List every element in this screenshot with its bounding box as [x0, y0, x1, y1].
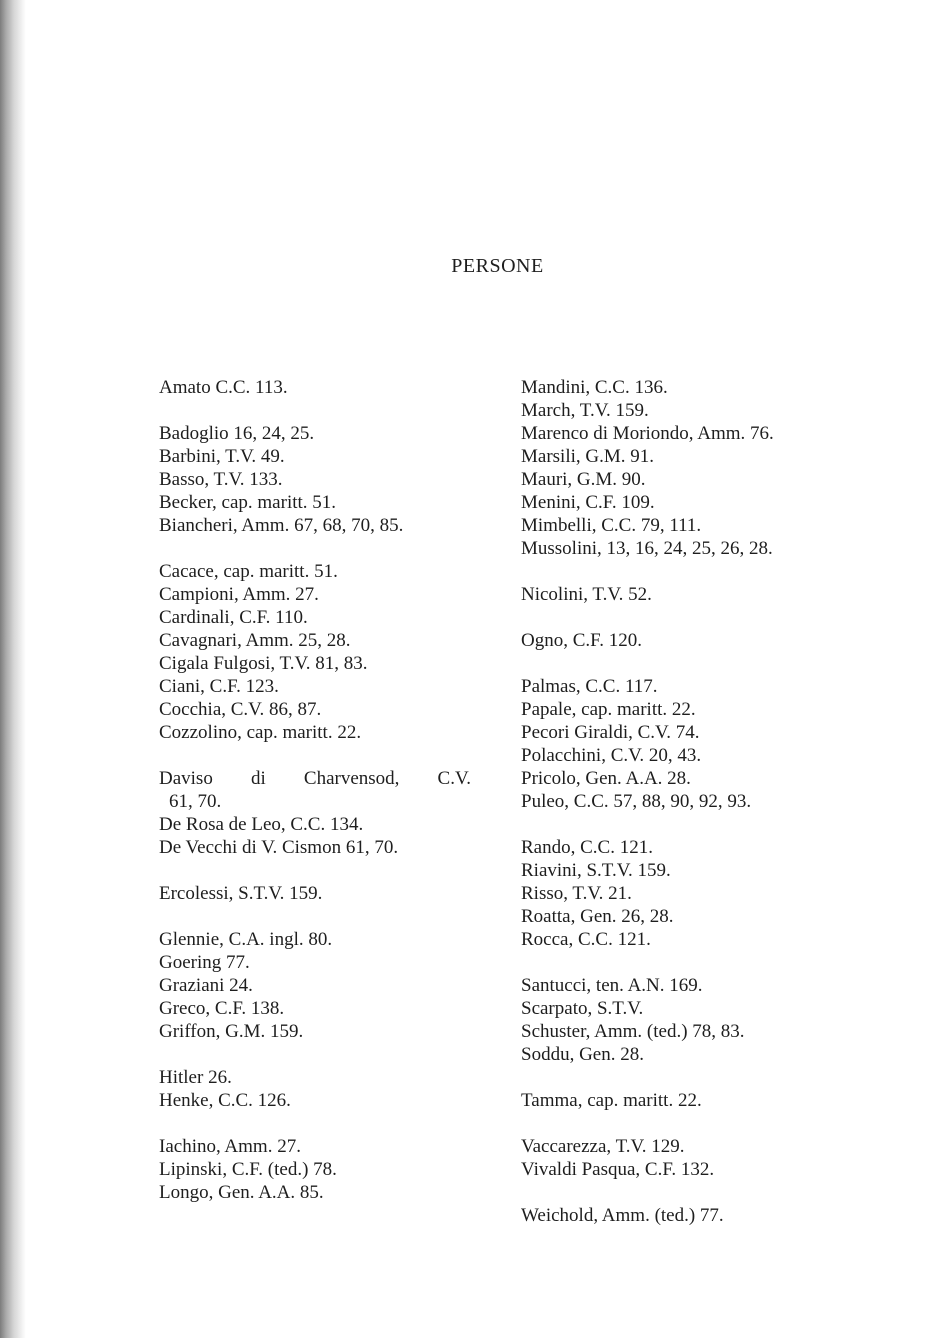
- index-entry: Ogno, C.F. 120.: [521, 630, 642, 651]
- index-entry: Weichold, Amm. (ted.) 77.: [521, 1205, 724, 1226]
- index-entry: Greco, C.F. 138.: [159, 998, 285, 1019]
- index-entry: Pricolo, Gen. A.A. 28.: [521, 768, 691, 789]
- index-entry: Marsili, G.M. 91.: [521, 446, 654, 467]
- index-entry: Schuster, Amm. (ted.) 78, 83.: [521, 1021, 745, 1042]
- index-entry: Cardinali, C.F. 110.: [159, 607, 308, 628]
- index-entry: Campioni, Amm. 27.: [159, 584, 319, 605]
- index-group-h: [159, 1066, 471, 1112]
- index-entry: Mauri, G.M. 90.: [521, 469, 646, 490]
- index-entry-continuation: 61, 70.: [169, 791, 222, 812]
- index-entry: Menini, C.F. 109.: [521, 492, 655, 513]
- index-entry: Palmas, C.C. 117.: [521, 676, 658, 697]
- index-entry: Goering 77.: [159, 952, 250, 973]
- index-group-s: [521, 974, 841, 1066]
- index-group-g: [159, 928, 471, 1043]
- index-group-p: [521, 675, 841, 813]
- index-entry: Barbini, T.V. 49.: [159, 446, 285, 467]
- index-entry: Pecori Giraldi, C.V. 74.: [521, 722, 700, 743]
- index-entry: Henke, C.C. 126.: [159, 1090, 291, 1111]
- index-group-v: [521, 1135, 841, 1181]
- index-group-m: [521, 376, 841, 560]
- index-entry: Puleo, C.C. 57, 88, 90, 92, 93.: [521, 791, 752, 812]
- index-entry: Ciani, C.F. 123.: [159, 676, 279, 697]
- index-entry: Risso, T.V. 21.: [521, 883, 632, 904]
- index-entry: Lipinski, C.F. (ted.) 78.: [159, 1159, 337, 1180]
- index-entry: Papale, cap. maritt. 22.: [521, 699, 696, 720]
- index-group-o: [521, 629, 841, 652]
- index-entry: Vaccarezza, T.V. 129.: [521, 1136, 685, 1157]
- index-group-c: [159, 560, 471, 744]
- index-entry: Becker, cap. maritt. 51.: [159, 492, 337, 513]
- index-entry: Griffon, G.M. 159.: [159, 1021, 304, 1042]
- index-entry: March, T.V. 159.: [521, 400, 649, 421]
- index-group-t: [521, 1089, 841, 1112]
- index-group-d: [159, 767, 471, 859]
- index-entry: Riavini, S.T.V. 159.: [521, 860, 671, 881]
- index-entry: Cozzolino, cap. maritt. 22.: [159, 722, 362, 743]
- index-entry: Hitler 26.: [159, 1067, 232, 1088]
- index-entry: Roatta, Gen. 26, 28.: [521, 906, 674, 927]
- index-entry: Longo, Gen. A.A. 85.: [159, 1182, 324, 1203]
- index-entry: Cavagnari, Amm. 25, 28.: [159, 630, 351, 651]
- index-entry: Iachino, Amm. 27.: [159, 1136, 301, 1157]
- index-entry: De Rosa de Leo, C.C. 134.: [159, 814, 364, 835]
- page-binding-shadow: [0, 0, 26, 1338]
- index-column-left: [159, 376, 471, 1227]
- index-entry: Ercolessi, S.T.V. 159.: [159, 883, 323, 904]
- index-group-b: [159, 422, 471, 537]
- index-group-w: [521, 1204, 841, 1227]
- index-entry: Cocchia, C.V. 86, 87.: [159, 699, 322, 720]
- index-entry: Mimbelli, C.C. 79, 111.: [521, 515, 702, 536]
- index-entry: Daviso di Charvensod, C.V.: [159, 768, 471, 789]
- index-entry: Vivaldi Pasqua, C.F. 132.: [521, 1159, 715, 1180]
- index-entry: Scarpato, S.T.V.: [521, 998, 644, 1019]
- index-group-a: [159, 376, 471, 399]
- index-entry: Glennie, C.A. ingl. 80.: [159, 929, 333, 950]
- index-entry: Tamma, cap. maritt. 22.: [521, 1090, 702, 1111]
- index-group-n: [521, 583, 841, 606]
- index-entry: Cigala Fulgosi, T.V. 81, 83.: [159, 653, 368, 674]
- index-entry: Rocca, C.C. 121.: [521, 929, 651, 950]
- index-group-i-l: [159, 1135, 471, 1204]
- index-entry: Rando, C.C. 121.: [521, 837, 653, 858]
- index-entry: Nicolini, T.V. 52.: [521, 584, 652, 605]
- index-entry: Graziani 24.: [159, 975, 253, 996]
- index-entry: Polacchini, C.V. 20, 43.: [521, 745, 702, 766]
- index-entry: Cacace, cap. maritt. 51.: [159, 561, 338, 582]
- index-entry: Marenco di Moriondo, Amm. 76.: [521, 423, 774, 444]
- index-entry: De Vecchi di V. Cismon 61, 70.: [159, 837, 399, 858]
- index-entry: Badoglio 16, 24, 25.: [159, 423, 315, 444]
- index-entry: Santucci, ten. A.N. 169.: [521, 975, 703, 996]
- index-entry: Biancheri, Amm. 67, 68, 70, 85.: [159, 515, 404, 536]
- index-entry: Basso, T.V. 133.: [159, 469, 283, 490]
- index-entry: Soddu, Gen. 28.: [521, 1044, 644, 1065]
- index-entry: Mussolini, 13, 16, 24, 25, 26, 28.: [521, 538, 773, 559]
- index-entry: Amato C.C. 113.: [159, 377, 288, 398]
- index-entry: Mandini, C.C. 136.: [521, 377, 668, 398]
- index-column-right: [521, 376, 841, 1250]
- index-group-e: [159, 882, 471, 905]
- page-title: PERSONE: [451, 255, 544, 277]
- index-group-r: [521, 836, 841, 951]
